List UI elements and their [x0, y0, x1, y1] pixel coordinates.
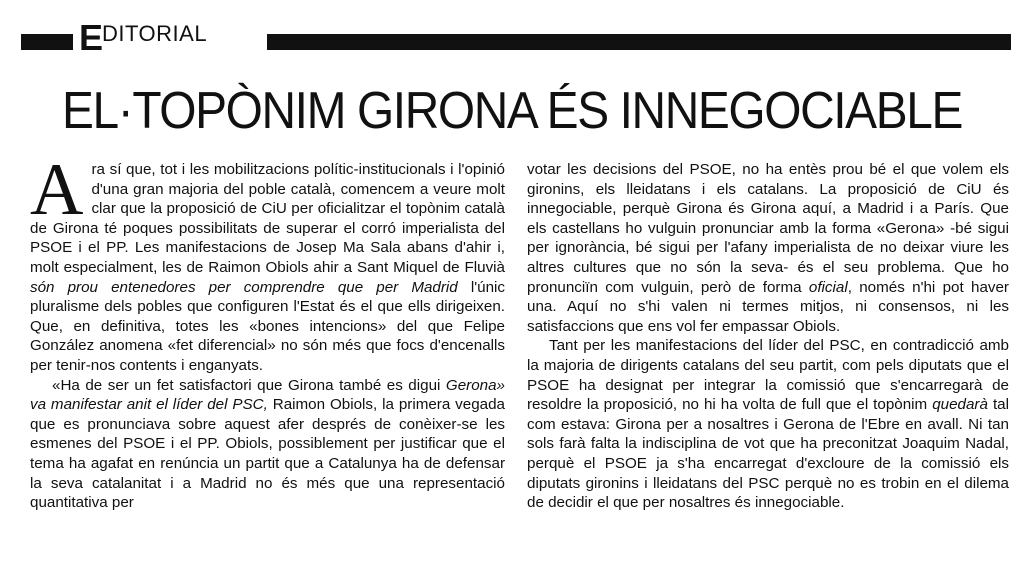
article-column-left: [30, 160, 505, 560]
paragraph-text: tal com estava: Girona per a nosaltres i Gerona de l'Ebre en avall. Ni tan sols farà falta la indisciplina de vot que ha preconitzat Joaquim Nadal, perquè el PSOE ja s'ha encarregat d'excloure de la comissió els diputats gironins i lleidatans del PSC perquè no es trobin en el dilema de decidir el que per nosaltres és innegociable.: [527, 396, 1009, 512]
paragraph-text: , només n'hi pot haver una. Aquí no s'hi valen ni termes mitjos, ni consensos, ni les satisfaccions que ens vol fer empassar Obiols.: [527, 278, 1009, 335]
paragraph: [30, 160, 505, 376]
headline: EL·TOPÒNIM GIRONA ÉS INNEGOCIABLE: [62, 82, 962, 140]
section-label: [79, 17, 208, 58]
paragraph-text: ra sí que, tot i les mobilitzacions polític-institucionals i l'opinió d'una gran majoria del poble català, comencem a veure molt clar que la proposició de CiU per oficialitzar el topònim català de Girona té poques possibilitats de superar el corró imperialista del PSOE i el PP. Les manifestacions de Josep Ma Sala abans d'ahir i, molt especialment, les de Raimon Obiols ahir a Sant Miquel de Fluvià: [30, 161, 505, 276]
paragraph-text-italic: són prou entenedores per comprendre que per Madrid: [30, 278, 458, 296]
section-header: [21, 17, 1011, 58]
article-column-right: [527, 160, 1009, 560]
paragraph: [30, 376, 505, 513]
section-label-rest: DITORIAL: [102, 21, 208, 46]
paragraph-text: Raimon Obiols, la primera vegada que es pronunciava sobre aquest afer després de conèixer-se les esmenes del PSOE i el PP. Obiols, possiblement per justificar que el tema ha agafat en renúncia un partit que a Catalunya ha de defensar la seva catalanitat i a Madrid no és més que una representació quantitativa per: [30, 396, 505, 512]
paragraph-text: votar les decisions del PSOE, no ha entès prou bé el que volem els gironins, els lleidatans i els catalans. La proposició de CiU és innegociable, perquè Girona és Girona aquí, a Madrid i a París. Que els castellans ho vulguin pronunciar amb la forma «Gerona» -bé sigui per ignorància, bé sigui per l'afany imperialista de no deixar viure les altres cultures que no són la seva- és el seu problema. Que ho pronunciïn com vulguin, però de forma: [527, 161, 1009, 296]
paragraph-text-italic: quedarà: [932, 396, 988, 414]
paragraph-text: l'únic pluralisme dels pobles que configuren l'Estat és el que ells dirigeixen. Que, en definitiva, totes les «bones intencions» del que Felipe González anomena «fet diferencial» no són més que focs d'encenalls per tenir-nos contents i enganyats.: [30, 278, 505, 374]
paragraph-text: Tant per les manifestacions del líder del PSC, en contradicció amb la majoria de dirigents catalans del seu partit, com pels diputats que el PSOE ha designat per integrar la comissió que s'encarregarà de resoldre la proposició, no hi ha volta de full que el topònim: [527, 337, 1009, 414]
drop-cap: A: [30, 160, 84, 231]
section-rule-right: [267, 34, 1011, 50]
paragraph: [527, 160, 1009, 336]
paragraph-text-italic: Gerona» va manifestar anit el líder del PSC,: [30, 376, 505, 414]
section-label-initial: E: [79, 17, 103, 58]
paragraph: [527, 336, 1009, 512]
section-rule-left: [21, 34, 73, 50]
paragraph-text-italic: oficial: [808, 278, 848, 296]
paragraph-text: «Ha de ser un fet satisfactori que Girona també es digui: [52, 376, 446, 394]
